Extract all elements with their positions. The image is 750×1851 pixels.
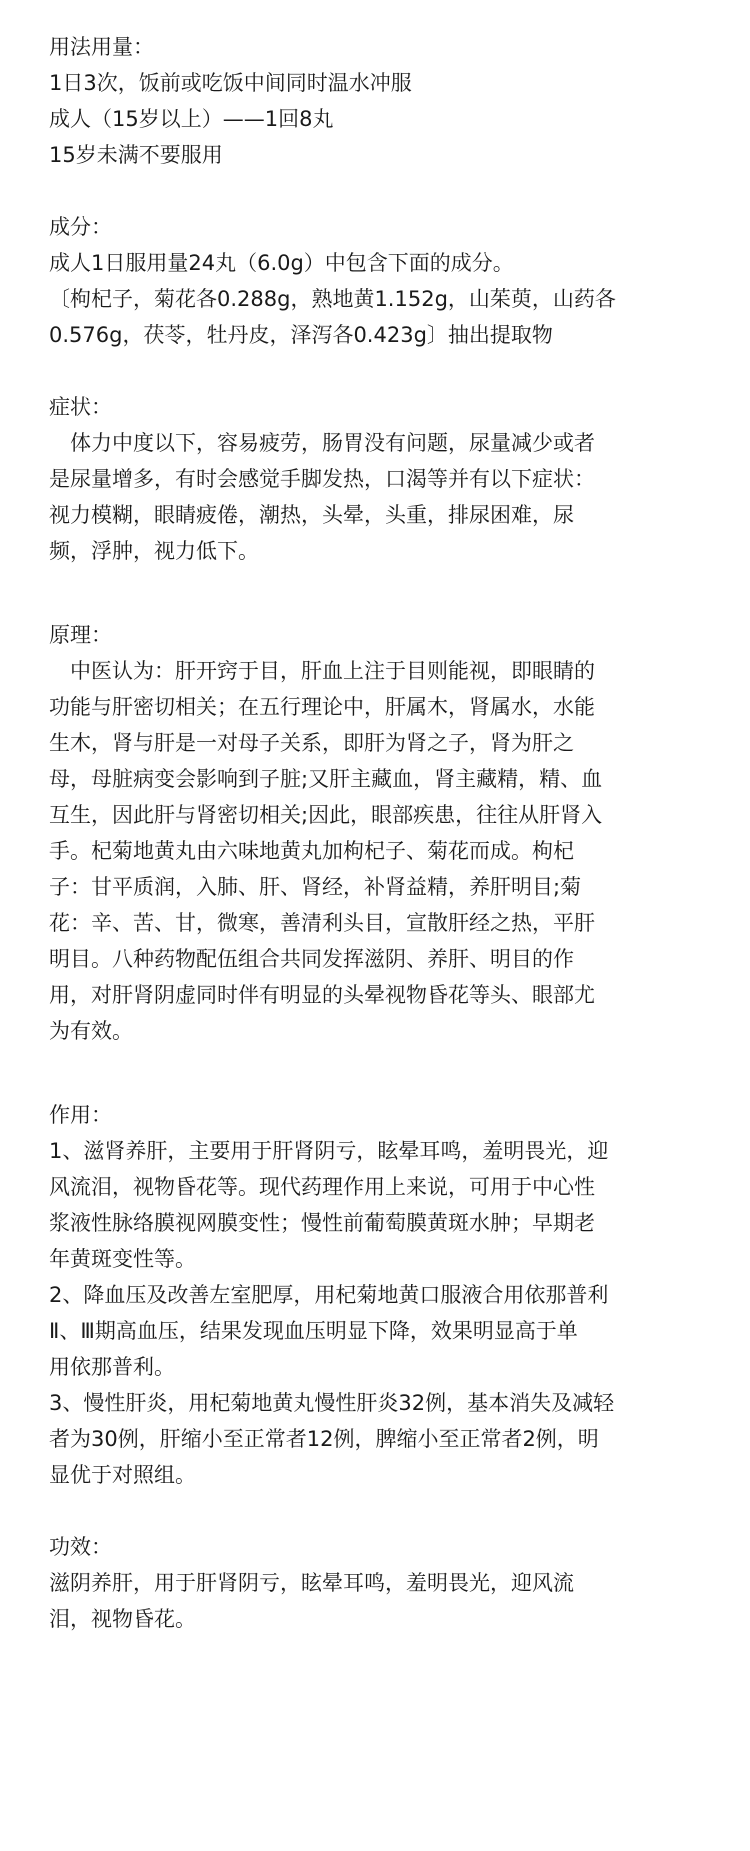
symptoms-section [49, 389, 709, 569]
effects-line: 3、慢性肝炎，用杞菊地黄丸慢性肝炎32例，基本消失及减轻 [49, 1391, 615, 1415]
principle-heading: 原理： [49, 623, 112, 647]
efficacy-line: 泪，视物昏花。 [49, 1607, 196, 1631]
spacer [49, 569, 709, 617]
effects-line: 用依那普利。 [49, 1355, 175, 1379]
usage-line: 1日3次，饭前或吃饭中间同时温水冲服 [49, 71, 412, 95]
efficacy-section [49, 1529, 709, 1637]
principle-line: 母，母脏病变会影响到子脏;又肝主藏血，肾主藏精，精、血 [49, 767, 603, 791]
principle-line: 为有效。 [49, 1019, 133, 1043]
symptoms-line: 是尿量增多，有时会感觉手脚发热，口渴等并有以下症状： [49, 467, 595, 491]
ingredients-section [49, 209, 709, 353]
principle-line: 中医认为：肝开窍于目，肝血上注于目则能视，即眼睛的 [49, 659, 595, 683]
effects-line: 年黄斑变性等。 [49, 1247, 196, 1271]
symptoms-line: 频，浮肿，视力低下。 [49, 539, 259, 563]
spacer [49, 1493, 709, 1529]
principle-line: 功能与肝密切相关；在五行理论中，肝属木，肾属水，水能 [49, 695, 595, 719]
principle-line: 子：甘平质润，入肺、肝、肾经，补肾益精，养肝明目;菊 [49, 875, 582, 899]
effects-line: 风流泪，视物昏花等。现代药理作用上来说，可用于中心性 [49, 1175, 595, 1199]
document [49, 29, 709, 1637]
effects-line: 显优于对照组。 [49, 1463, 196, 1487]
spacer [49, 1049, 709, 1097]
symptoms-line: 视力模糊，眼睛疲倦，潮热，头晕，头重，排尿困难，尿 [49, 503, 574, 527]
ingredients-heading: 成分： [49, 215, 112, 239]
principle-line: 生木，肾与肝是一对母子关系，即肝为肾之子，肾为肝之 [49, 731, 574, 755]
effects-heading: 作用： [49, 1103, 112, 1127]
principle-line: 互生，因此肝与肾密切相关;因此，眼部疾患，往往从肝肾入 [49, 803, 603, 827]
usage-line: 成人（15岁以上）——1回8丸 [49, 107, 334, 131]
ingredients-line: 成人1日服用量24丸（6.0g）中包含下面的成分。 [49, 251, 514, 275]
usage-section [49, 29, 709, 173]
spacer [49, 353, 709, 389]
effects-line: 2、降血压及改善左室肥厚，用杞菊地黄口服液合用依那普利 [49, 1283, 609, 1307]
ingredients-line: 〔枸杞子，菊花各0.288g，熟地黄1.152g，山茱萸，山药各 [49, 287, 616, 311]
spacer [49, 173, 709, 209]
symptoms-line: 体力中度以下，容易疲劳，肠胃没有问题，尿量减少或者 [49, 431, 595, 455]
effects-line: Ⅱ、Ⅲ期高血压，结果发现血压明显下降，效果明显高于单 [49, 1319, 578, 1343]
principle-line: 手。杞菊地黄丸由六味地黄丸加枸杞子、菊花而成。枸杞 [49, 839, 574, 863]
usage-line: 15岁未满不要服用 [49, 143, 223, 167]
principle-line: 花：辛、苦、甘，微寒，善清利头目，宣散肝经之热，平肝 [49, 911, 595, 935]
ingredients-line: 0.576g，茯苓，牡丹皮，泽泻各0.423g〕抽出提取物 [49, 323, 553, 347]
efficacy-heading: 功效： [49, 1535, 112, 1559]
effects-line: 1、滋肾养肝，主要用于肝肾阴亏，眩晕耳鸣，羞明畏光，迎 [49, 1139, 609, 1163]
principle-line: 用，对肝肾阴虚同时伴有明显的头晕视物昏花等头、眼部尤 [49, 983, 595, 1007]
principle-section [49, 617, 709, 1049]
symptoms-heading: 症状： [49, 395, 112, 419]
effects-line: 者为30例，肝缩小至正常者12例，脾缩小至正常者2例，明 [49, 1427, 599, 1451]
usage-heading: 用法用量： [49, 35, 154, 59]
effects-line: 浆液性脉络膜视网膜变性；慢性前葡萄膜黄斑水肿；早期老 [49, 1211, 595, 1235]
efficacy-line: 滋阴养肝，用于肝肾阴亏，眩晕耳鸣，羞明畏光，迎风流 [49, 1571, 574, 1595]
effects-section [49, 1097, 709, 1493]
principle-line: 明目。八种药物配伍组合共同发挥滋阴、养肝、明目的作 [49, 947, 574, 971]
